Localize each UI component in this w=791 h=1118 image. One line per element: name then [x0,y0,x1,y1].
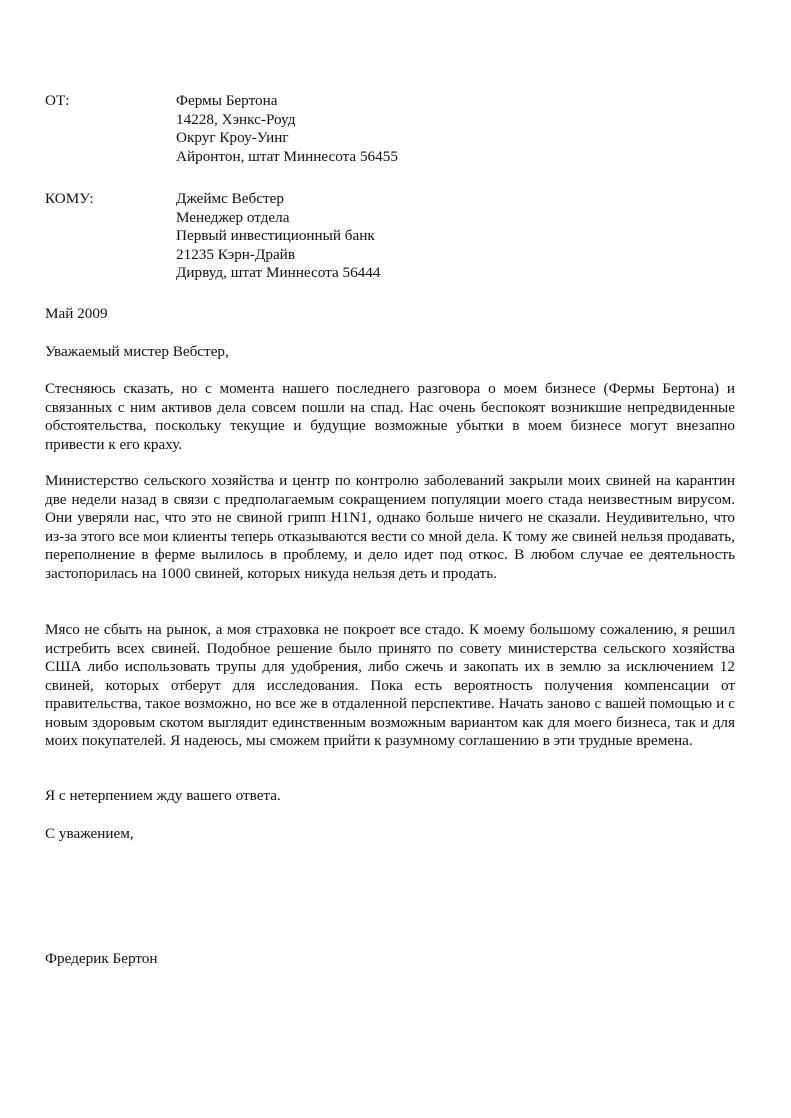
body-paragraph-1: Стесняюсь сказать, но с момента нашего последнего разговора о моем бизнесе (Фермы Бертона) и связанных с ним активов дела совсем пошли на спад. Нас очень беспокоят возникшие непредвиденные обстоятельства, поскольку текущие и будущие возможные убытки в моем бизнесе могут внезапно привести к его краху. [45,380,735,453]
from-line: Фермы Бертона [176,92,278,109]
signature: Фредерик Бертон [45,950,158,967]
from-line: Айронтон, штат Миннесота 56455 [176,147,398,165]
to-line: 21235 Кэрн-Драйв [176,245,295,263]
to-line: Джеймс Вебстер [176,190,284,207]
from-line: 14228, Хэнкс-Роуд [176,110,296,128]
to-line: Первый инвестиционный банк [176,227,375,244]
body-paragraph-2: Министерство сельского хозяйства и центр по контролю заболеваний закрыли моих свиней на карантин две недели назад в связи с предполагаемым сокращением популяции моего стада неизвестным вирусом. Они уверяли нас, что это не свиной грипп H1N1, однако больше ничего не сказали. Неудивительно, что из-за этого все мои клиенты теперь отказываются вести со мной дела. К тому же свиней нельзя продавать, переполнение в ферме вылилось в проблему, и дело идет под откос. В любом случае ее деятельность застопорилась на 1000 свиней, которых никуда нельзя деть и продать. [45,472,735,582]
sign-off: С уважением, [45,825,134,842]
from-label: ОТ: [45,92,70,109]
body-paragraph-3: Мясо не сбыть на рынок, а моя страховка не покроет все стадо. К моему большому сожалению, я решил истребить всех свиней. Подобное решение было принято по совету министерства сельского хозяйства США либо использовать трупы для удобрения, либо сжечь и закопать их в землю за исключением 12 свиней, которых отберут для исследования. Пока есть вероятность получения компенсации от правительства, такое возможно, но все же в отдаленной перспективе. Начать заново с вашей помощью и с новым здоровым скотом выглядит единственным возможным вариантом как для моего бизнеса, так и для моих покупателей. Я надеюсь, мы сможем прийти к разумному соглашению в эти трудные времена. [45,621,735,749]
to-line: Дирвуд, штат Миннесота 56444 [176,264,381,281]
from-line: Округ Кроу-Уинг [176,129,289,146]
closing-line: Я с нетерпением жду вашего ответа. [45,787,281,804]
letter-date: Май 2009 [45,305,108,322]
to-address-block [176,190,380,283]
salutation: Уважаемый мистер Вебстер, [45,343,229,360]
to-line: Менеджер отдела [176,208,290,226]
to-label: КОМУ: [45,190,94,207]
from-address-block [176,92,398,166]
